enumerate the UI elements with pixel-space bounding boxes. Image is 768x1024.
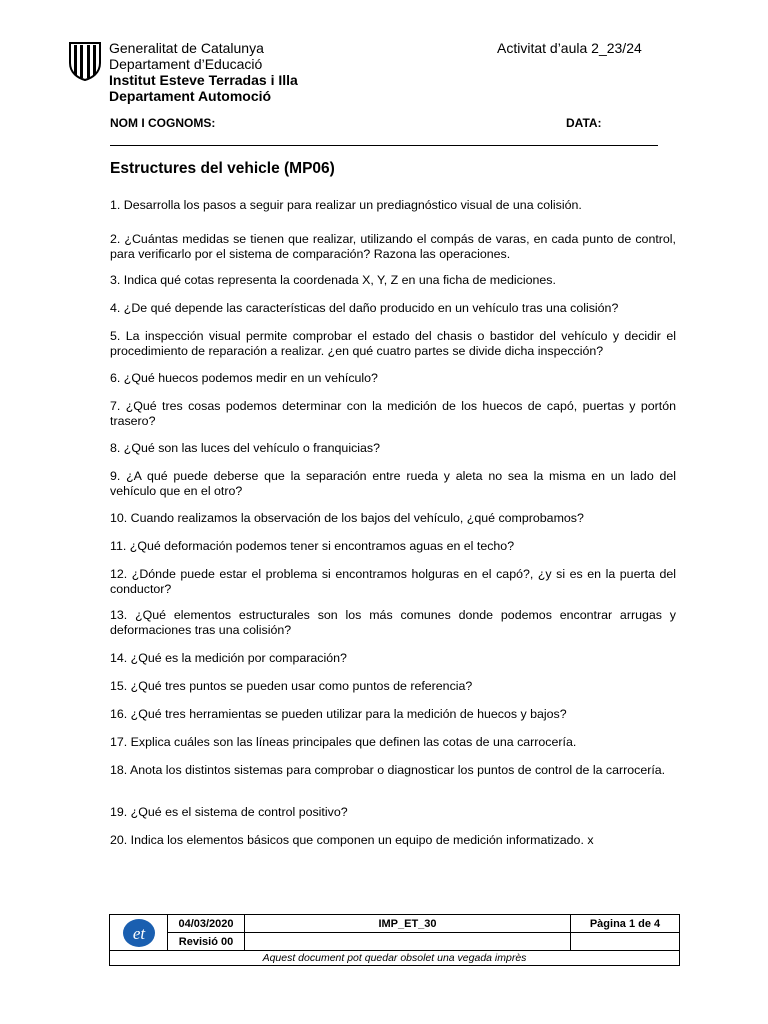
institute-name: Institut Esteve Terradas i Illa	[109, 72, 298, 88]
question-item: 19. ¿Qué es el sistema de control positivo?	[110, 805, 348, 819]
question-item: 4. ¿De qué depende las características del daño producido en un vehículo tras una colisión?	[110, 301, 619, 315]
question-item: 15. ¿Qué tres puntos se pueden usar como puntos de referencia?	[110, 679, 473, 693]
footer-date: 04/03/2020	[168, 915, 245, 933]
date-label: DATA:	[566, 116, 602, 130]
question-item: 7. ¿Qué tres cosas podemos determinar con la medición de los huecos de capó, puertas y portón trasero?	[110, 399, 676, 428]
header-organization	[109, 40, 298, 104]
name-label: NOM I COGNOMS:	[110, 116, 216, 130]
question-item: 13. ¿Qué elementos estructurales son los más comunes donde podemos encontrar arrugas y deformaciones tras una colisión?	[110, 608, 676, 637]
question-item: 17. Explica cuáles son las líneas principales que definen las cotas de una carrocería.	[110, 735, 577, 749]
activity-code: Activitat d’aula 2_23/24	[497, 40, 642, 56]
question-item: 6. ¿Qué huecos podemos medir en un vehículo?	[110, 371, 378, 385]
question-item: 8. ¿Qué son las luces del vehículo o franquicias?	[110, 441, 380, 455]
document-footer	[109, 914, 679, 967]
footer-code: IMP_ET_30	[245, 915, 571, 933]
footer-obsolete-note: Aquest document pot quedar obsolet una vegada imprès	[110, 951, 680, 966]
question-item: 20. Indica los elementos básicos que componen un equipo de medición informatizado. x	[110, 833, 594, 847]
et-logo-text: et	[132, 923, 145, 943]
footer-page-number: Pàgina 1 de 4	[571, 915, 680, 933]
generalitat-logo-icon	[68, 41, 102, 81]
footer-table	[109, 914, 680, 966]
question-item: 5. La inspección visual permite comprobar el estado del chasis o bastidor del vehículo y decidir el procedimiento de reparación a realizar. ¿en qué cuatro partes se divide dicha inspección?	[110, 329, 676, 358]
question-item: 11. ¿Qué deformación podemos tener si encontramos aguas en el techo?	[110, 539, 515, 553]
question-item: 1. Desarrolla los pasos a seguir para realizar un prediagnóstico visual de una colisión.	[110, 198, 582, 212]
question-item: 16. ¿Qué tres herramientas se pueden utilizar para la medición de huecos y bajos?	[110, 707, 567, 721]
question-item: 2. ¿Cuántas medidas se tienen que realizar, utilizando el compás de varas, en cada punto de control, para verificarlo por el sistema de comparación? Razona las operaciones.	[110, 232, 676, 261]
org-department: Departament d’Educació	[109, 56, 263, 72]
page-title: Estructures del vehicle (MP06)	[110, 160, 335, 177]
footer-revision: Revisió 00	[168, 933, 245, 951]
footer-empty-cell	[245, 933, 571, 951]
question-item: 3. Indica qué cotas representa la coordenada X, Y, Z en una ficha de mediciones.	[110, 273, 556, 287]
department-name: Departament Automoció	[109, 88, 272, 104]
question-item: 14. ¿Qué es la medición por comparación?	[110, 651, 347, 665]
et-logo-icon	[122, 918, 156, 948]
question-item: 10. Cuando realizamos la observación de los bajos del vehículo, ¿qué comprobamos?	[110, 511, 584, 525]
org-name: Generalitat de Catalunya	[109, 40, 264, 56]
footer-logo-cell	[110, 915, 168, 951]
question-item: 12. ¿Dónde puede estar el problema si encontramos holguras en el capó?, ¿y si es en la puerta del conductor?	[110, 567, 676, 596]
footer-empty-cell	[571, 933, 680, 951]
question-item: 18. Anota los distintos sistemas para comprobar o diagnosticar los puntos de control de la carrocería.	[110, 763, 666, 777]
divider-line	[110, 145, 658, 146]
question-item: 9. ¿A qué puede deberse que la separación entre rueda y aleta no sea la misma en un lado del vehículo que en el otro?	[110, 469, 676, 498]
